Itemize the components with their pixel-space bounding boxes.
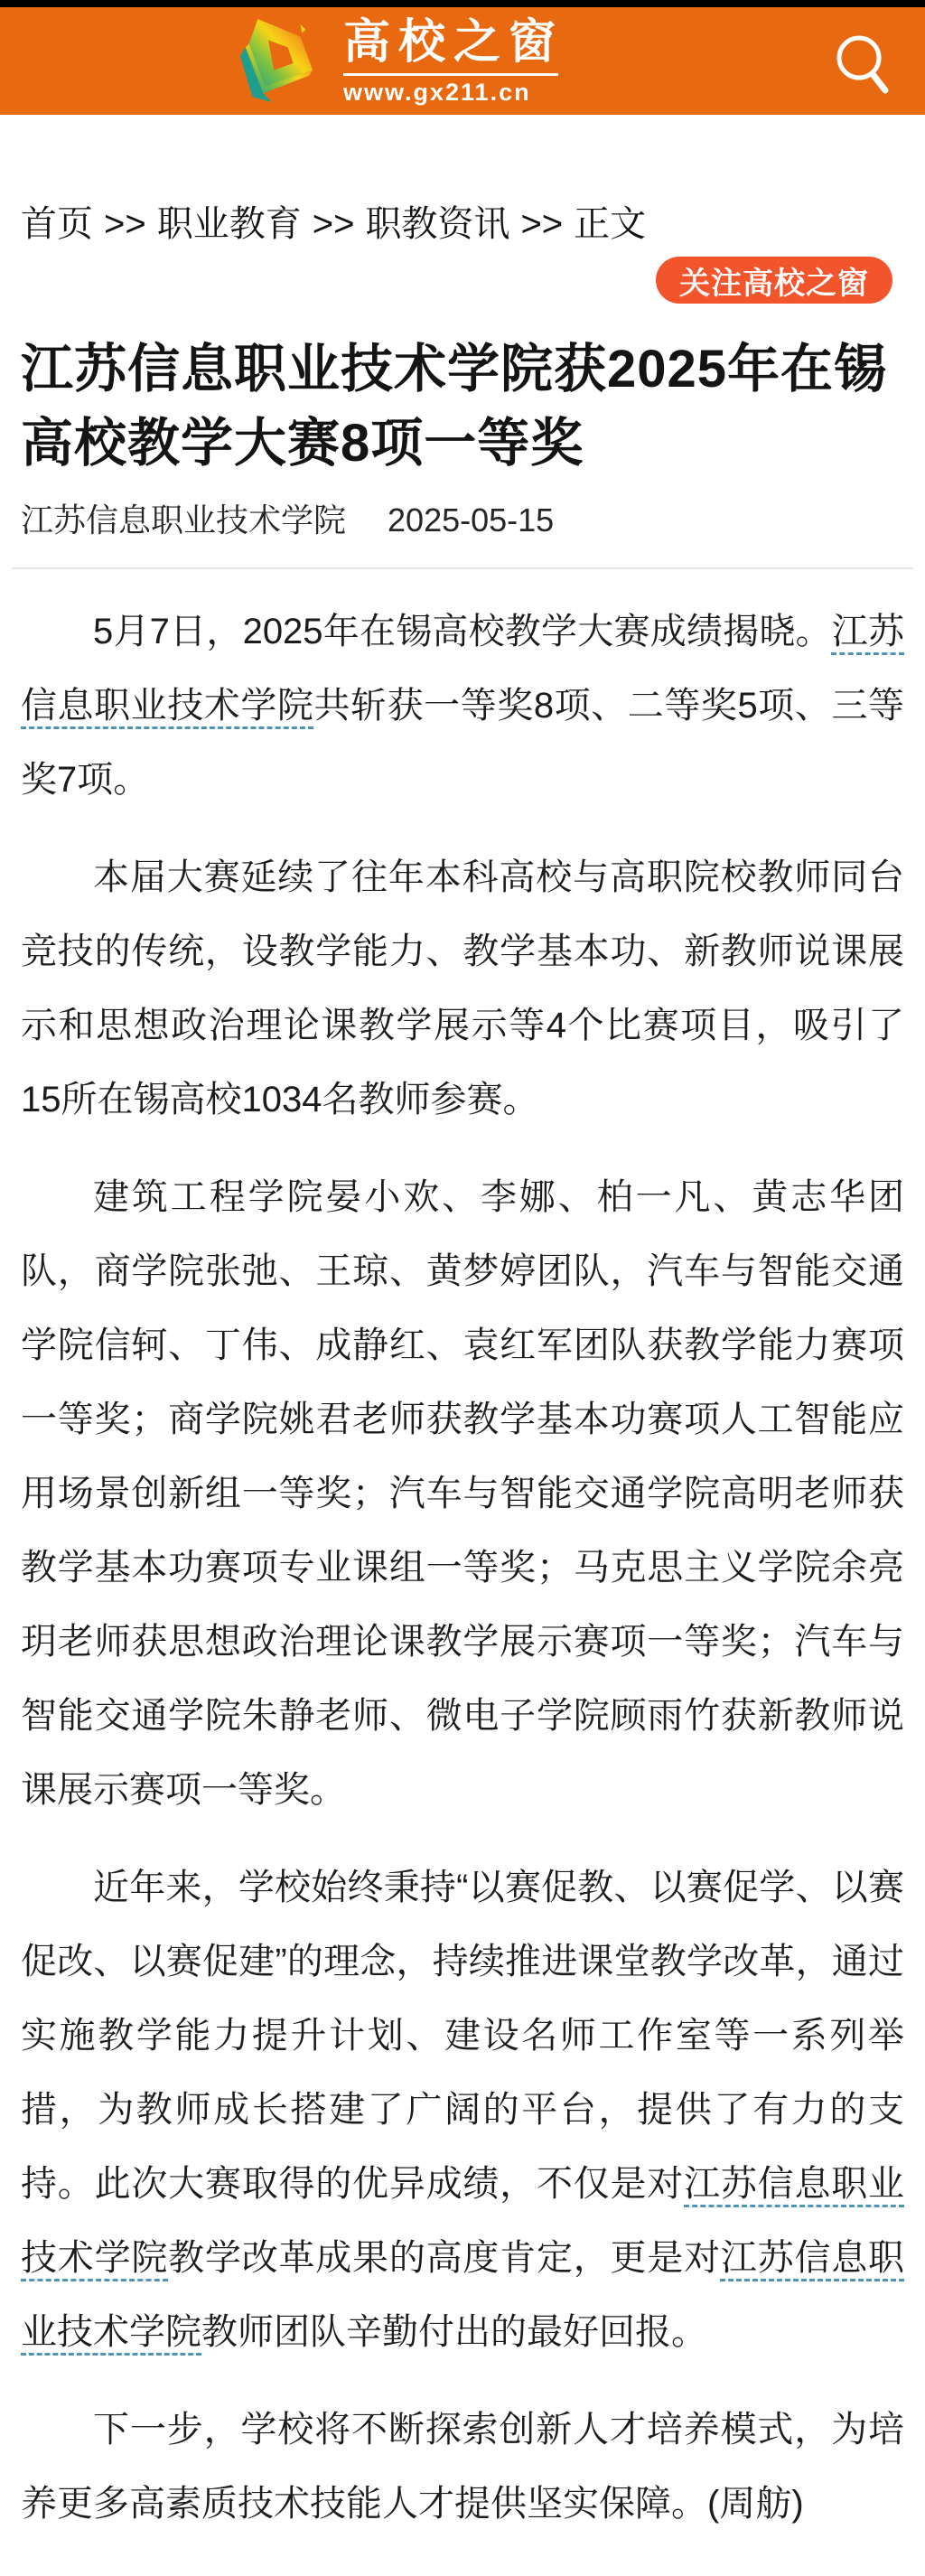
- inline-link[interactable]: 江苏信息职业技术学院: [21, 2238, 905, 2352]
- article-body: [21, 595, 904, 2541]
- article-paragraph: [21, 595, 904, 817]
- breadcrumb-separator: >>: [520, 204, 564, 244]
- article-paragraph: [21, 1850, 904, 2369]
- article-source: 江苏信息职业技术学院: [21, 501, 347, 539]
- article-paragraph: [21, 1160, 904, 1827]
- top-black-bar: [0, 0, 925, 7]
- content-divider: [12, 567, 913, 569]
- article-title: 江苏信息职业技术学院获2025年在锡高校教学大赛8项一等奖: [21, 340, 888, 473]
- paragraph-text: 建筑工程学院晏小欢、李娜、柏一凡、黄志华团队，商学院张弛、王琼、黄梦婷团队，汽车与智能交通学院信轲、丁伟、成静红、袁红军团队获教学能力赛项一等奖；商学院姚君老师获教学基本功赛项人工智能应用场景创新组一等奖；汽车与智能交通学院高明老师获教学基本功赛项专业课组一等奖；马克思主义学院余亮玥老师获思想政治理论课教学展示赛项一等奖；汽车与智能交通学院朱静老师、微电子学院顾雨竹获新教师说课展示赛项一等奖。: [21, 1177, 904, 1810]
- paragraph-text: 教学改革成果的高度肯定，更是对: [168, 2238, 721, 2278]
- breadcrumb-vocational-education[interactable]: 职业教育: [156, 204, 302, 244]
- breadcrumb-current-article: 正文: [574, 204, 647, 244]
- follow-button[interactable]: 关注高校之窗: [656, 257, 892, 304]
- article-meta: [21, 501, 904, 540]
- inline-link[interactable]: 江苏信息职业技术学院: [21, 612, 904, 726]
- site-header: [0, 7, 925, 115]
- article-paragraph: [21, 840, 904, 1137]
- paragraph-text: 近年来，学校始终秉持“以赛促教、以赛促学、以赛促改、以赛促建”的理念，持续推进课堂教学改革，通过实施教学能力提升计划、建设名师工作室等一系列举措，为教师成长搭建了广阔的平台，提供了有力的支持。此次大赛取得的优异成绩，不仅是对: [21, 1868, 904, 2204]
- breadcrumb-home[interactable]: 首页: [21, 204, 93, 244]
- follow-row: [21, 257, 904, 304]
- logo-divider: [343, 73, 558, 76]
- breadcrumb-vocational-news[interactable]: 职教资讯: [365, 204, 510, 244]
- paragraph-text: 本届大赛延续了往年本科高校与高职院校教师同台竞技的传统，设教学能力、教学基本功、新教师说课展示和思想政治理论课教学展示等4个比赛项目，吸引了15所在锡高校1034名教师参赛。: [21, 857, 904, 1119]
- paragraph-text: 共斩获一等奖8项、二等奖5项、三等奖7项。: [21, 686, 904, 800]
- paragraph-text: 下一步，学校将不断探索创新人才培养模式，为培养更多高素质技术技能人才提供坚实保障。(周舫): [21, 2410, 904, 2524]
- article-page: [0, 204, 925, 2541]
- logo-url: www.gx211.cn: [343, 79, 531, 107]
- article-date: 2025-05-15: [388, 501, 555, 539]
- paragraph-text: 5月7日，2025年在锡高校教学大赛成绩揭晓。: [93, 612, 832, 651]
- search-button[interactable]: [829, 29, 892, 101]
- breadcrumb-separator: >>: [312, 204, 355, 244]
- breadcrumb-separator: >>: [104, 204, 146, 244]
- article-paragraph: [21, 2393, 904, 2541]
- site-logo[interactable]: [231, 16, 564, 107]
- logo-title: 高校之窗: [343, 15, 565, 69]
- inline-link[interactable]: 江苏信息职业技术学院: [21, 2164, 905, 2278]
- logo-window-icon: [231, 16, 320, 107]
- search-icon: [829, 29, 892, 101]
- breadcrumb: [21, 204, 904, 244]
- paragraph-text: 教师团队辛勤付出的最好回报。: [201, 2312, 707, 2352]
